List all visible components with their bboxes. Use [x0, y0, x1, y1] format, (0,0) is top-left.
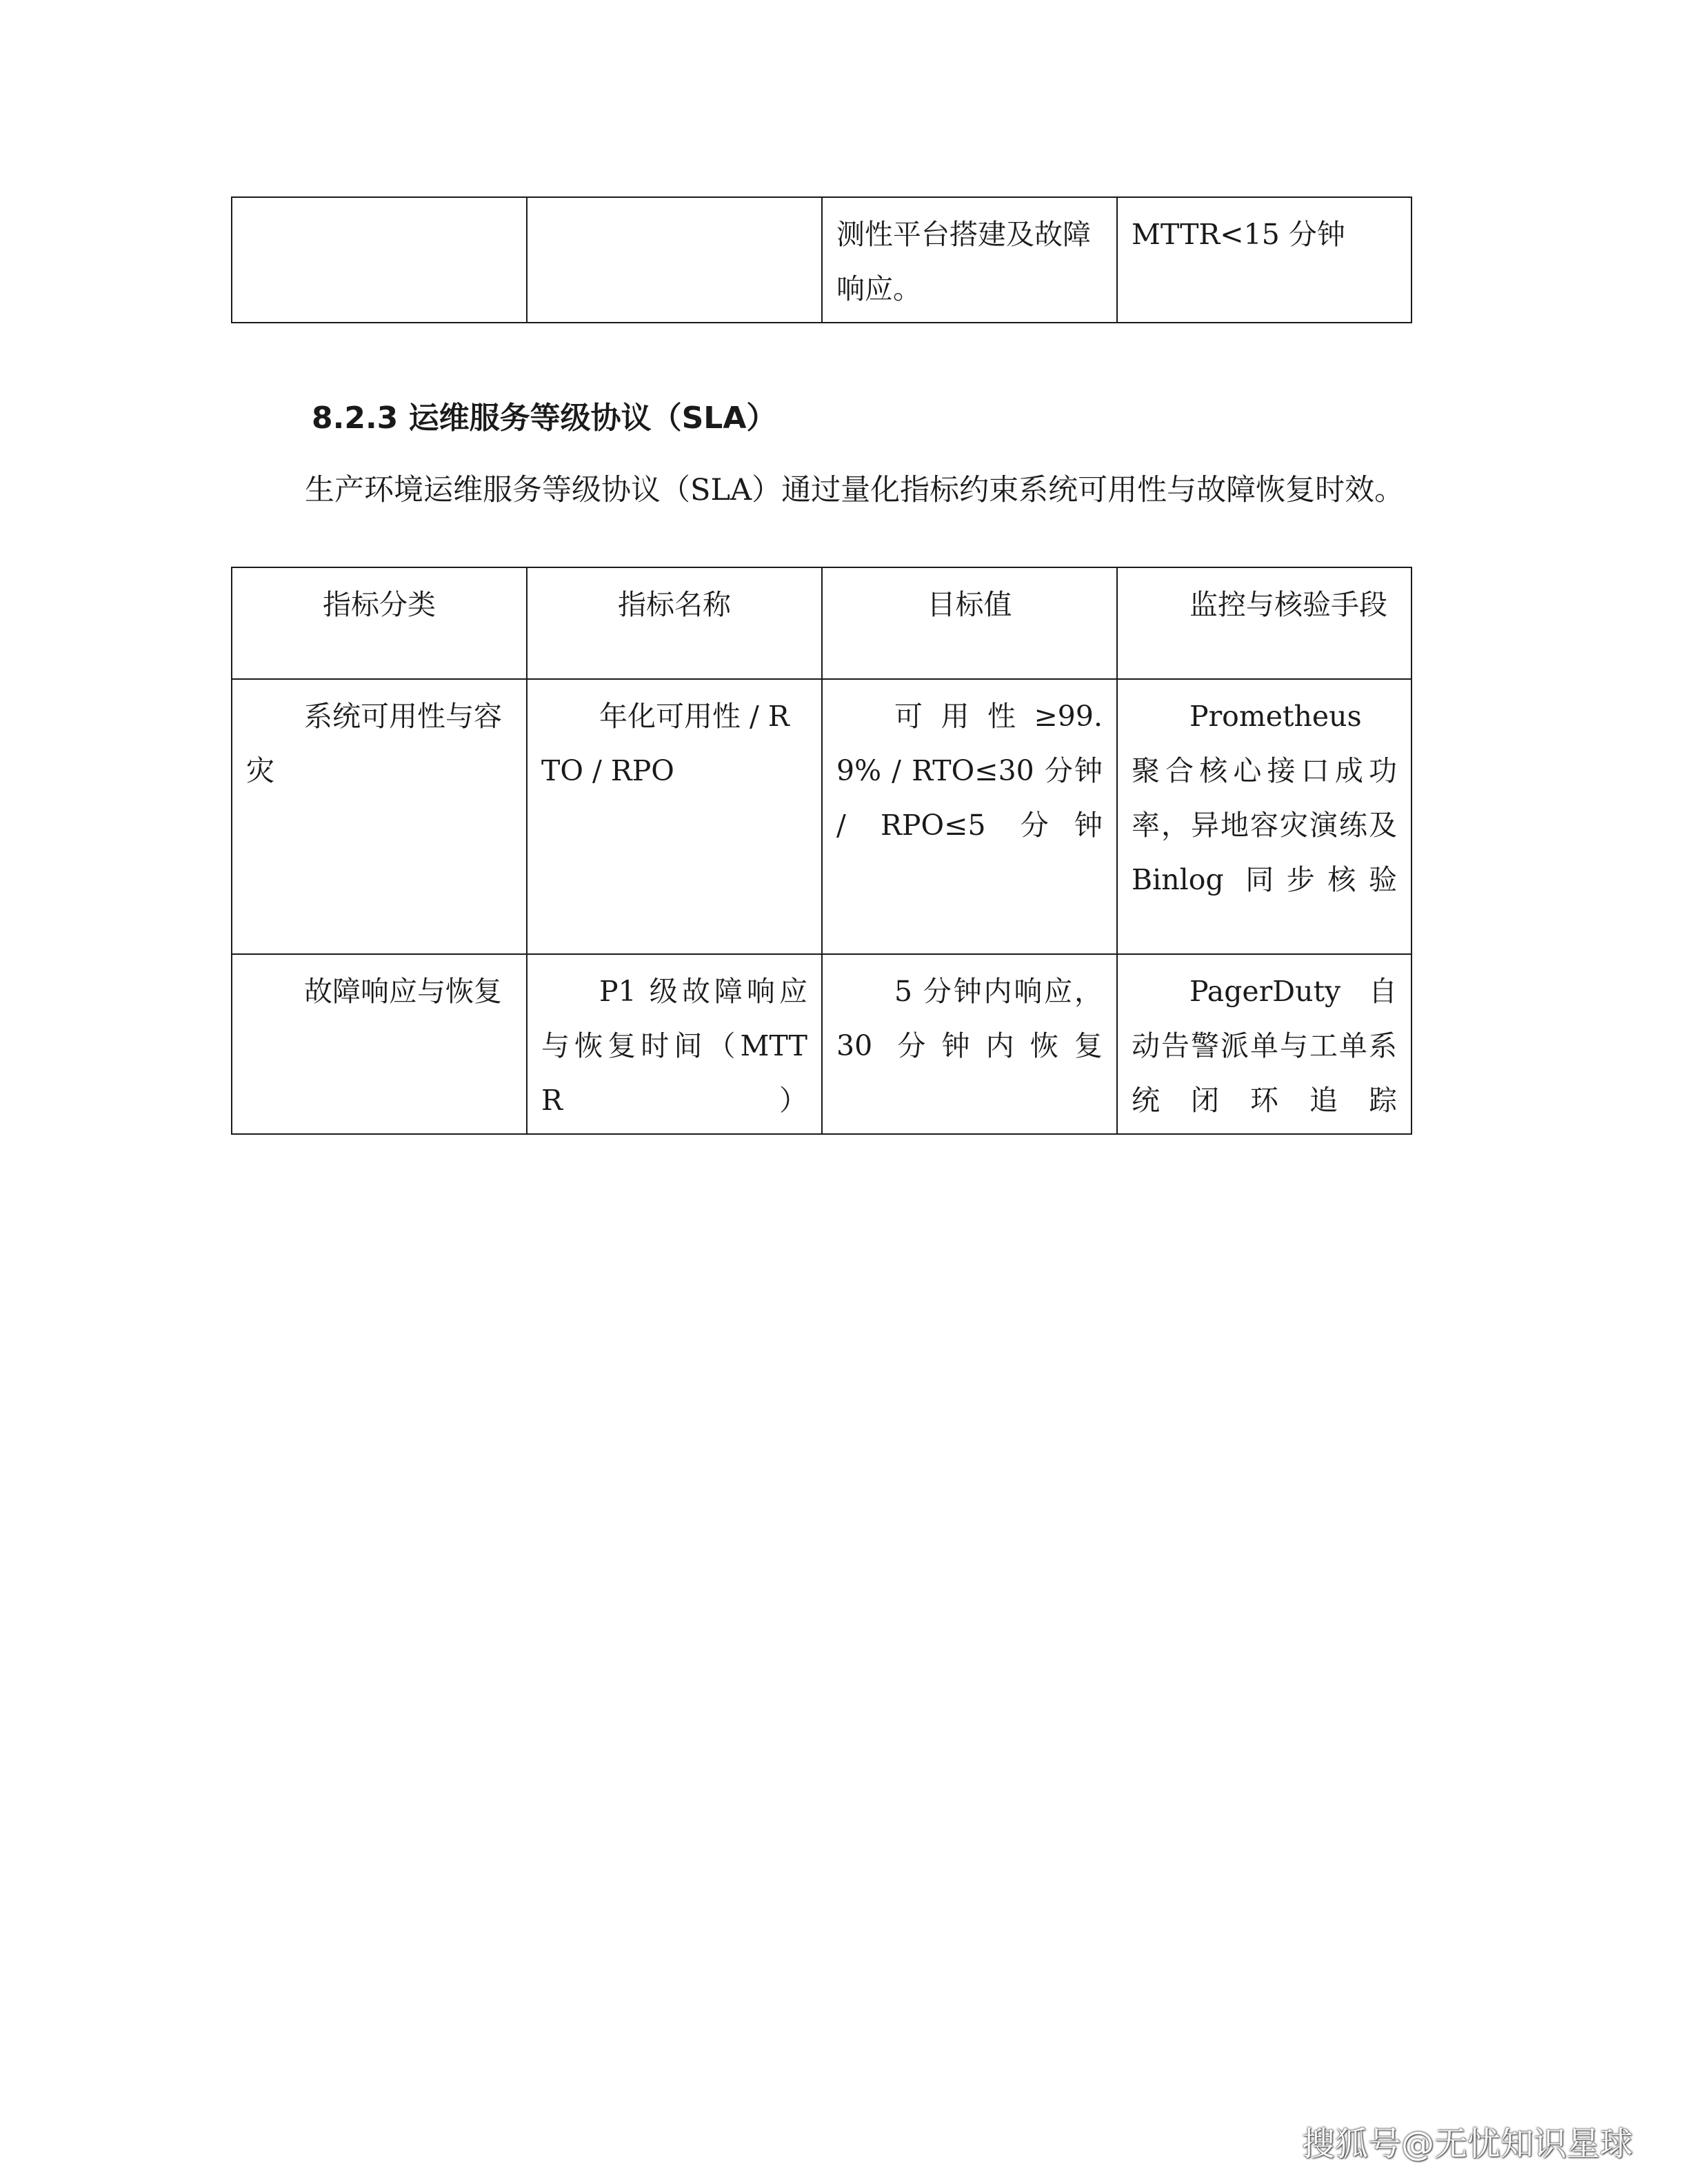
table-cell: 系统可用性与容灾: [232, 679, 527, 954]
header-cell-monitoring: 监控与核验手段: [1117, 567, 1411, 679]
table-cell: MTTR<15 分钟: [1117, 197, 1411, 323]
table-cell: [232, 197, 527, 323]
table-cell: P1 级故障响应与恢复时间（MTTR）: [527, 954, 822, 1134]
section-heading: 8.2.3 运维服务等级协议（SLA）: [312, 401, 777, 436]
table-cell: 5 分钟内响应，30 分钟内恢复: [822, 954, 1117, 1134]
table-cell: [527, 197, 822, 323]
table-row: [232, 679, 1411, 954]
body-paragraph: 生产环境运维服务等级协议（SLA）通过量化指标约束系统可用性与故障恢复时效。: [305, 473, 1405, 507]
header-cell-category: 指标分类: [232, 567, 527, 679]
sla-table: [231, 567, 1412, 1135]
table-cell: PagerDuty 自动告警派单与工单系统闭环追踪: [1117, 954, 1411, 1134]
table-cell: 故障响应与恢复: [232, 954, 527, 1134]
continued-table: [231, 196, 1412, 323]
table-cell: 可 用 性 ≥99.9% / RTO≤30 分钟 / RPO≤5 分钟: [822, 679, 1117, 954]
table-header-row: [232, 567, 1411, 679]
watermark-text: 搜狐号@无忧知识星球: [1301, 2125, 1633, 2163]
header-cell-target: 目标值: [822, 567, 1117, 679]
table-row: [232, 197, 1411, 323]
table-cell: 测性平台搭建及故障响应。: [822, 197, 1117, 323]
table-cell: Prometheus 聚合核心接口成功率，异地容灾演练及 Binlog 同步核验: [1117, 679, 1411, 954]
table-cell: 年化可用性 / RTO / RPO: [527, 679, 822, 954]
table-row: [232, 954, 1411, 1134]
header-cell-name: 指标名称: [527, 567, 822, 679]
